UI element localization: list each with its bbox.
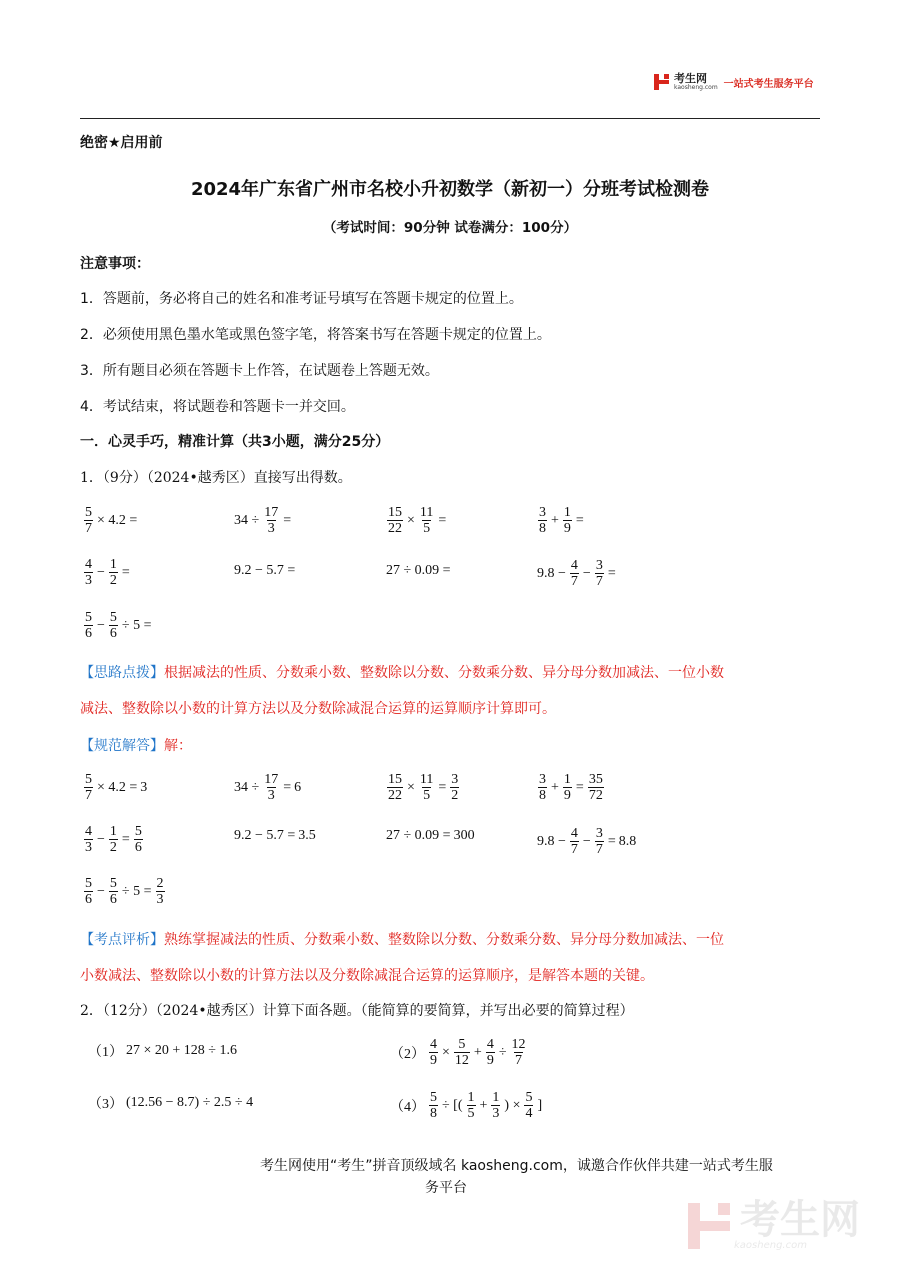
page-title: 2024年广东省广州市名校小升初数学（新初一）分班考试检测卷	[190, 179, 710, 200]
watermark-name: 考生网	[740, 1197, 860, 1243]
q1-expr-1: $\frac{5}{7}$ × 4.2 =	[85, 505, 138, 536]
note-item: 4．考试结束，将试题卷和答题卡一并交回。	[80, 399, 355, 415]
question-1-stem: 1．（9分）（2024•越秀区）直接写出得数。	[80, 470, 352, 486]
note-item: 2．必须使用黑色墨水笔或黑色签字笔，将答案书写在答题卡规定的位置上。	[80, 327, 551, 343]
q1-hint-line1: 【思路点拨】根据减法的性质、分数乘小数、整数除以分数、分数乘分数、异分母分数加减法、一位小数	[80, 665, 724, 681]
q1-review-line1: 【考点评析】熟练掌握减法的性质、分数乘小数、整数除以分数、分数乘分数、异分母分数加减法、一位	[80, 932, 724, 948]
confidential-label: 绝密★启用前	[80, 135, 163, 151]
q1-answer-7: 27 ÷ 0.09 = 300	[386, 828, 475, 843]
q2-item-1: （1） 27 × 20 + 128 ÷ 1.6	[88, 1043, 237, 1060]
note-item: 1．答题前，务必将自己的姓名和准考证号填写在答题卡规定的位置上。	[80, 291, 523, 307]
q1-answer-3: $\frac{15}{22}$ × $\frac{11}{5}$ = $\frac{3}{2}$	[388, 772, 459, 803]
q1-answer-4: $\frac{3}{8}$ + $\frac{1}{9}$ = $\frac{35}{72}$	[539, 772, 603, 803]
q1-expr-7: 27 ÷ 0.09 =	[386, 563, 451, 578]
notes-heading: 注意事项：	[80, 256, 150, 272]
logo-slogan: 一站式考生服务平台	[723, 78, 814, 90]
watermark-logo-icon	[688, 1203, 734, 1249]
q1-expr-4: $\frac{3}{8}$ + $\frac{1}{9}$ =	[539, 505, 584, 536]
logo-domain: kaosheng.com	[674, 84, 718, 91]
q1-expr-8: 9.8 − $\frac{4}{7}$ − $\frac{3}{7}$ =	[537, 558, 616, 589]
q2-item-2: （2） $\frac{4}{9}$ × $\frac{5}{12}$ + $\frac{4}{9}$ ÷ $\frac{12}{7}$	[390, 1037, 526, 1068]
page-subtitle: （考试时间：90分钟 试卷满分：100分）	[322, 220, 578, 236]
watermark	[688, 1197, 860, 1251]
header-divider	[80, 118, 820, 119]
q1-answer-1: $\frac{5}{7}$ × 4.2 = 3	[85, 772, 148, 803]
q1-hint-line2: 减法、整数除以小数的计算方法以及分数除减混合运算的运算顺序计算即可。	[80, 701, 556, 717]
note-item: 3．所有题目必须在答题卡上作答，在试题卷上答题无效。	[80, 363, 439, 379]
q1-answer-9: $\frac{5}{6}$ − $\frac{5}{6}$ ÷ 5 = $\frac{2}{3}$	[85, 876, 164, 907]
logo-name: 考生网	[674, 72, 707, 85]
q1-expr-3: $\frac{15}{22}$ × $\frac{11}{5}$ =	[388, 505, 447, 536]
q1-answer-8: 9.8 − $\frac{4}{7}$ − $\frac{3}{7}$ = 8.8	[537, 826, 637, 857]
q1-expr-5: $\frac{4}{3}$ − $\frac{1}{2}$ =	[85, 557, 130, 588]
footer-text: 考生网使用“考生”拼音顶级域名 kaosheng.com，诚邀合作伙伴共建一站式考生服 务平台	[260, 1158, 773, 1196]
section-heading: 一．心灵手巧，精准计算（共3小题，满分25分）	[80, 434, 390, 450]
header-logo[interactable]	[653, 72, 814, 92]
q1-review-line2: 小数减法、整数除以小数的计算方法以及分数除减混合运算的运算顺序，是解答本题的关键。	[80, 968, 654, 984]
q1-expr-2: 34 ÷ $\frac{17}{3}$ =	[234, 505, 292, 536]
q1-answer-5: $\frac{4}{3}$ − $\frac{1}{2}$ = $\frac{5}{6}$	[85, 824, 142, 855]
hint-label: 【思路点拨】	[80, 665, 164, 681]
answer-label: 【规范解答】	[80, 738, 164, 754]
answer-heading: 【规范解答】解：	[80, 738, 192, 754]
q2-item-4: （4） $\frac{5}{8}$ ÷ [( $\frac{1}{5}$ + $\frac{1}{3}$ ) × $\frac{5}{4}$ ]	[390, 1090, 543, 1121]
q1-answer-2: 34 ÷ $\frac{17}{3}$ = 6	[234, 772, 302, 803]
q1-expr-6: 9.2 − 5.7 =	[234, 563, 296, 578]
q1-expr-9: $\frac{5}{6}$ − $\frac{5}{6}$ ÷ 5 =	[85, 610, 152, 641]
q1-answer-6: 9.2 − 5.7 = 3.5	[234, 828, 316, 843]
question-2-stem: 2．（12分）（2024•越秀区）计算下面各题。（能简算的要简算，并写出必要的简算过程）	[80, 1003, 634, 1019]
logo-icon	[653, 73, 671, 91]
watermark-domain: kaosheng.com	[734, 1240, 807, 1251]
q2-item-3: （3） (12.56 − 8.7) ÷ 2.5 ÷ 4	[88, 1095, 254, 1112]
review-label: 【考点评析】	[80, 932, 164, 948]
